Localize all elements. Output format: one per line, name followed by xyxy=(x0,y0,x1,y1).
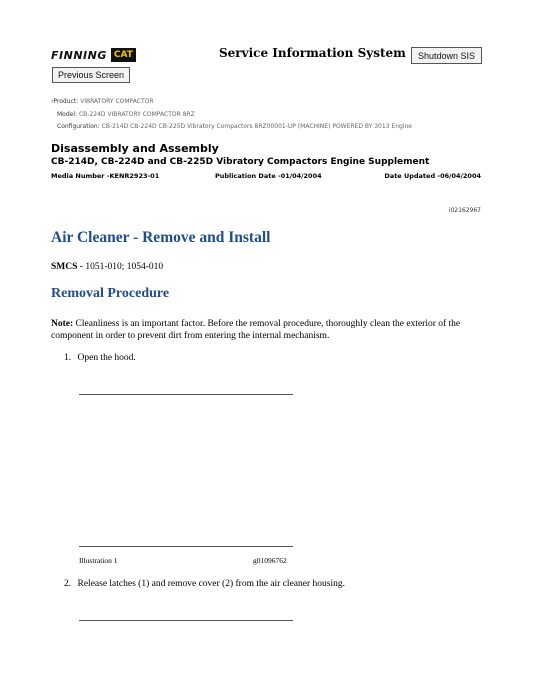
finning-logo-text: FINNING xyxy=(51,48,107,62)
illustration-bottom-divider xyxy=(79,546,293,547)
step-1 xyxy=(64,353,136,363)
document-id: i02162967 xyxy=(448,207,481,214)
step-1-number: 1. xyxy=(64,353,72,363)
step-2-number: 2. xyxy=(64,579,72,589)
supplement-title: CB-214D, CB-224D and CB-225D Vibratory Compactors Engine Supplement xyxy=(51,157,430,167)
product-line xyxy=(51,98,154,105)
finning-cat-logo xyxy=(51,45,134,65)
configuration-label: Configuration: xyxy=(57,123,100,130)
note-text: Cleanliness is an important factor. Before the removal procedure, thoroughly clean the exterior of the component in order to prevent dirt from entering the internal mechanism. xyxy=(51,319,461,341)
smcs-value: 1051-010; 1054-010 xyxy=(82,262,164,272)
note-label: Note: xyxy=(51,319,74,329)
product-value: VIBRATORY COMPACTOR xyxy=(80,98,154,105)
cat-logo-badge: CAT xyxy=(111,48,136,62)
illustration-top-divider xyxy=(79,394,293,395)
model-label: Model: xyxy=(57,111,78,118)
publication-date: Publication Date -01/04/2004 xyxy=(215,172,322,180)
previous-screen-button[interactable]: Previous Screen xyxy=(52,67,130,83)
model-value: CB-224D VIBRATORY COMPACTOR 8RZ xyxy=(78,111,195,118)
step-2 xyxy=(64,579,345,589)
product-label: Product: xyxy=(53,98,79,105)
illustration-caption: Illustration 1 xyxy=(79,556,118,565)
shutdown-sis-button[interactable]: Shutdown SIS xyxy=(411,47,482,64)
smcs-label: SMCS - xyxy=(51,262,83,272)
step-1-text: Open the hood. xyxy=(77,353,136,363)
section-title: Disassembly and Assembly xyxy=(51,142,219,155)
media-number: Media Number -KENR2923-01 xyxy=(51,172,160,180)
smcs-line xyxy=(51,262,163,272)
removal-heading: Removal Procedure xyxy=(51,286,170,301)
note-paragraph xyxy=(51,318,481,342)
illustration-2-top-divider xyxy=(79,620,293,621)
illustration-id: g01096762 xyxy=(253,556,287,565)
back-arrow-icon[interactable]: ‹ xyxy=(51,98,54,105)
configuration-value: CB-214D CB-224D CB-225D Vibratory Compactors 8RZ00001-UP (MACHINE) POWERED BY 3013 Engine xyxy=(101,123,412,130)
configuration-line xyxy=(57,123,412,130)
model-line xyxy=(57,111,195,118)
step-2-text: Release latches (1) and remove cover (2) from the air cleaner housing. xyxy=(77,579,345,589)
system-title: Service Information System xyxy=(219,46,406,60)
page-title: Air Cleaner - Remove and Install xyxy=(51,229,271,246)
date-updated: Date Updated -06/04/2004 xyxy=(384,172,481,180)
